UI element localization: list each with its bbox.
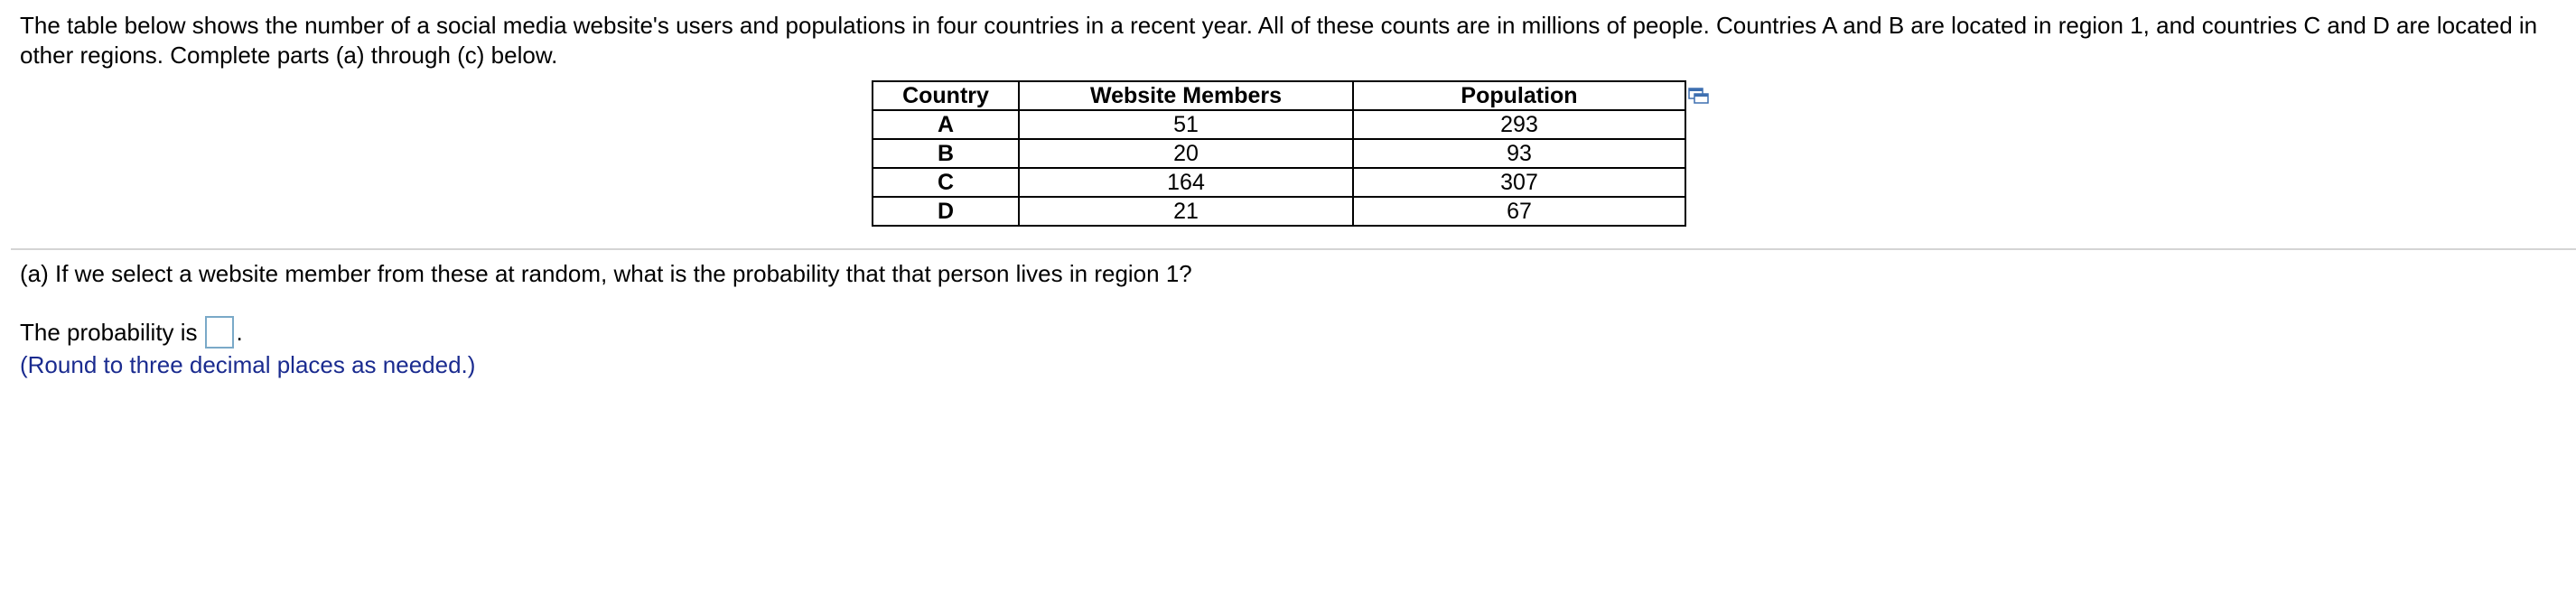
popout-window-icon[interactable] xyxy=(1688,87,1710,105)
popout-window-icon-graphic xyxy=(1688,87,1710,105)
cell-members: 51 xyxy=(1019,110,1353,139)
table-row xyxy=(873,197,1685,226)
table-row xyxy=(873,168,1685,197)
answer-line xyxy=(20,316,243,349)
answer-suffix: . xyxy=(236,319,243,346)
table-row xyxy=(873,110,1685,139)
probability-answer-input[interactable] xyxy=(205,316,234,349)
cell-country: B xyxy=(873,139,1019,168)
cell-country: C xyxy=(873,168,1019,197)
cell-population: 93 xyxy=(1353,139,1685,168)
cell-members: 20 xyxy=(1019,139,1353,168)
cell-members: 21 xyxy=(1019,197,1353,226)
part-a-question: (a) If we select a website member from these at random, what is the probability that that person lives in region 1? xyxy=(20,260,1192,287)
section-divider xyxy=(11,248,2576,250)
answer-prefix: The probability is xyxy=(20,319,198,346)
cell-members: 164 xyxy=(1019,168,1353,197)
problem-intro: The table below shows the number of a social media website's users and populations in four countries in a recent year. All of these counts are in millions of people. Countries A and B are located in region 1, and countries C and D are located in other regions. Complete parts (a) through (c) below. xyxy=(20,12,2538,69)
cell-country: D xyxy=(873,197,1019,226)
rounding-hint: (Round to three decimal places as needed.) xyxy=(20,351,476,378)
cell-population: 293 xyxy=(1353,110,1685,139)
table-header-row xyxy=(873,81,1685,110)
data-table xyxy=(872,80,1686,227)
cell-population: 67 xyxy=(1353,197,1685,226)
table-row xyxy=(873,139,1685,168)
header-website-members: Website Members xyxy=(1019,81,1353,110)
cell-country: A xyxy=(873,110,1019,139)
header-country: Country xyxy=(873,81,1019,110)
header-population: Population xyxy=(1353,81,1685,110)
cell-population: 307 xyxy=(1353,168,1685,197)
